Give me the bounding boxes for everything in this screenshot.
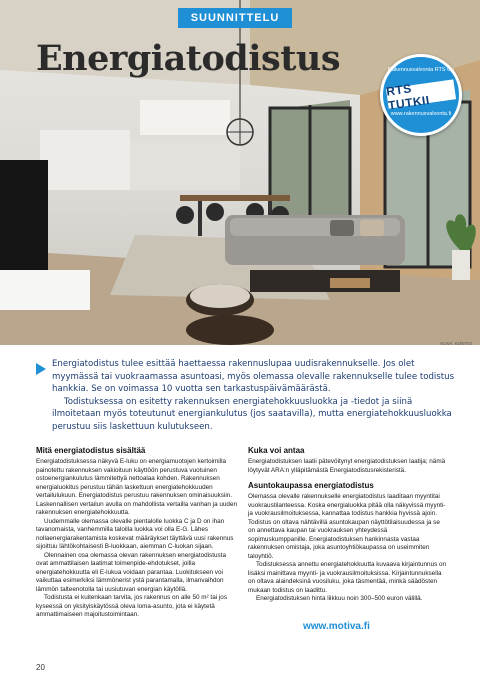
badge-top-text: Rakennusvalvonta RTS Oy <box>387 67 455 73</box>
right-heading-1: Kuka voi antaa <box>248 446 305 455</box>
right-column <box>248 446 448 604</box>
left-paragraph: Uudemmalle olemassa olevalle pientalolle luokka C ja D on ihan tavanomaista, vanhemmilla taloilla luokka voi olla E-G. Lähes nollaenergiarakentamista koskevat määräykset täyttävä uusi rakennus sijoittuu lähtökohtaisesti B-luokkaan, aiemman C-luokan sijaan. <box>36 517 234 550</box>
left-paragraph: Energiatodistuksessa näkyvä E-luku on energiamuotojen kertoimilla painotettu rakennuksen vakioituun käyttöön perustuva vuotuinen ostoenergiankulutus lämmitettyä nettoalaa kohden. Rakennuksen energialuokitus perustuu tähän laskettuun energiatehokkuuden vertailulukuun. Energiatodistus perustuu rakennuksen ominaisuuksiin. Laskennallisen vertailun avulla on mahdollista vertailla vanhan ja uuden rakennuksen energiatehokkuutta. <box>36 458 238 516</box>
left-paragraph: Olennainen osa olemassa olevan rakennuksen energiatodistusta ovat ammattilaisen laatimat toimenpide-ehdotukset, joilla energiatehokkuutta eli E-lukua voidaan parantaa. Luokitukseen voi vaikuttaa esimerkiksi lämmönerist ystä parantamalla, ilmanvaihdon lämmön talteenotolla tai uusiutuvan energian käytöllä. <box>36 551 226 593</box>
photo-caption: KUVA: KONTIO <box>440 341 472 346</box>
section-tag: SUUNNITTELU <box>178 8 292 28</box>
left-paragraph: Todistusta ei kuitenkaan tarvita, jos rakennus on alle 50 m² tai jos kyseessä on yksityiskäytössä oleva loma-asunto, jota ei käytetä ammattimaiseen majoitustoimintaan. <box>36 594 228 618</box>
lead-paragraph <box>52 358 456 433</box>
right-heading-2: Asuntokaupassa energiatodistus <box>248 481 374 490</box>
right-paragraph: Energiatodistuksen laatii pätevöitynyt energiatodistuksen laatija; nämä löytyvät ARA:n ylläpitämästä Energiatodistusrekisteristä. <box>248 458 446 474</box>
website-link[interactable]: www.motiva.fi <box>303 621 370 632</box>
right-paragraph: Energiatodistuksen hinta liikkuu noin 300–500 euron välillä. <box>256 595 423 602</box>
lead-text-2: Todistuksessa on esitetty rakennuksen energiatehokkuusluokka ja -tiedot ja siinä ilmoitetaan myös toteutunut energiankulutus (jos saatavilla), mutta energiatehokkuusluokka perustuu siis laskettuun kulutukseen. <box>52 396 452 432</box>
right-paragraph: Todistuksessa annettu energiatehokkuutta kuvaava kirjaintunnus on lisäksi mainittava myynti- ja vuokrausilmoituksissa. Kirjaintunnuksella on oltava alaindeksinä vuosiluku, joka täsmentää, minkä säädösten mukaan todistus on laadittu. <box>248 561 447 594</box>
article-title: Energiatodistus <box>36 38 341 79</box>
lead-arrow-icon <box>36 363 46 375</box>
page-number: 20 <box>36 663 45 672</box>
rts-tutkii-badge <box>380 54 462 136</box>
badge-bottom-text: www.rakennusvalvonta.fi <box>390 111 452 117</box>
right-paragraph: Olemassa olevalle rakennukselle energiatodistus laaditaan myyntitai vuokraustilanteessa. Koska energialuokka pitää olla näkyvissä myynti- ja vuokrausilmoituksessa, kannattaa todistus hankkia hyvissä ajoin. Todistus on oltava nähtävillä asuntokaupan näyttötilaisuudessa ja se on annettava kaupan tai vuokrauksen yhteydessä sopimuskumppanille. Energiatodistuksen hankinnasta vastaa rakennuksen omistaja, joka asuntoyhtiökaupassa on useimmiten taloyhtiö. <box>248 493 446 560</box>
left-column <box>36 446 238 620</box>
lead-text-1: Energiatodistus tulee esittää haettaessa rakennuslupaa uudisrakennukselle. Jos olet myymässä tai vuokraamassa asuntoasi, myös olemassa olevalle rakennukselle tulee todistus hankkia. Se on voimassa 10 vuotta sen tarkastuspäivämäärästä. <box>52 359 455 394</box>
left-heading: Mitä energiatodistus sisältää <box>36 446 146 455</box>
badge-main-text: RTS TUTKII <box>386 79 456 108</box>
